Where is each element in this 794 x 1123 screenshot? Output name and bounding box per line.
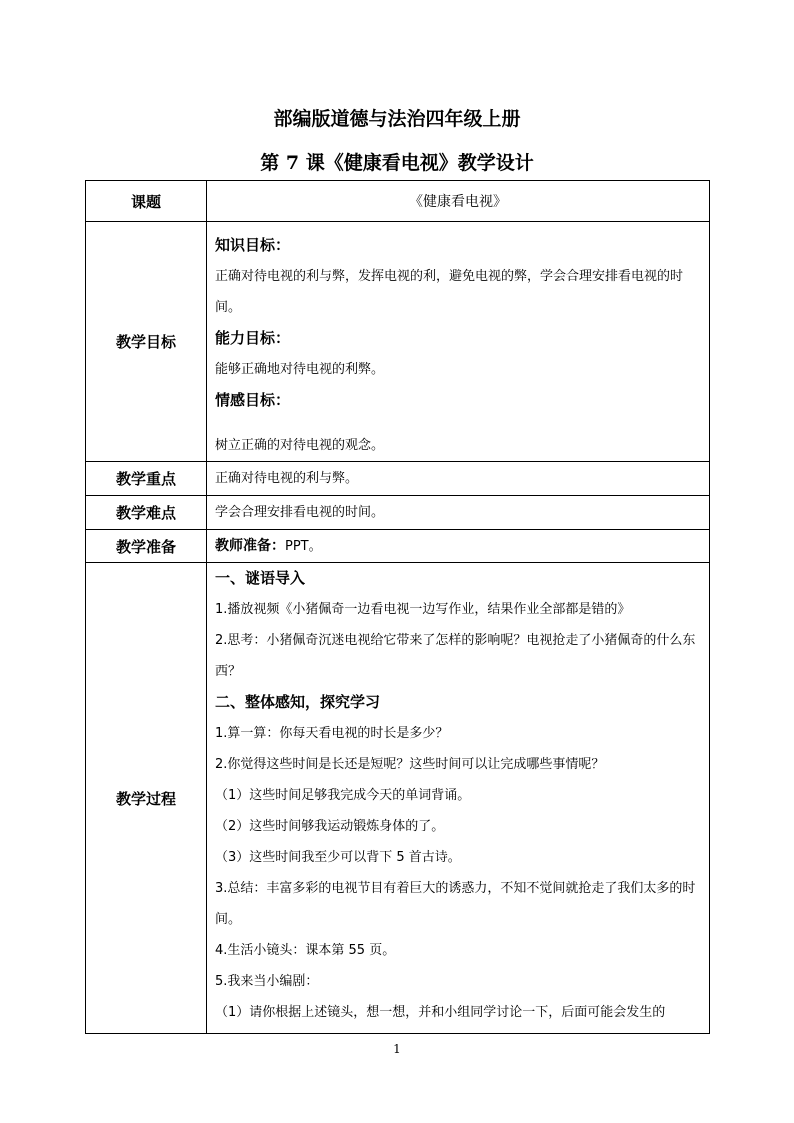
- difficulty-value: 学会合理安排看电视的时间。: [207, 496, 710, 530]
- preparation-content: [207, 530, 710, 563]
- row-preparation: [86, 530, 710, 563]
- label-process: 教学过程: [86, 563, 207, 1034]
- knowledge-text: 正确对待电视的利与弊，发挥电视的利，避免电视的弊，学会合理安排看电视的时间。: [215, 269, 684, 315]
- emotion-heading: 情感目标：: [215, 391, 291, 409]
- step-2-2a: （1）这些时间足够我完成今天的单词背诵。: [215, 788, 471, 803]
- step-2-2b: （2）这些时间够我运动锻炼身体的了。: [215, 819, 445, 834]
- label-key-point: 教学重点: [86, 462, 207, 496]
- goals-content: [207, 222, 710, 462]
- step-2-1: 1.算一算：你每天看电视的时长是多少？: [215, 726, 449, 741]
- row-key-point: [86, 462, 710, 496]
- ability-text: 能够正确地对待电视的利弊。: [215, 362, 385, 377]
- key-point-value: 正确对待电视的利与弊。: [207, 462, 710, 496]
- label-topic: 课题: [86, 181, 207, 222]
- step-1-2: 2.思考：小猪佩奇沉迷电视给它带来了怎样的影响呢？电视抢走了小猪佩奇的什么东西？: [215, 633, 696, 679]
- row-difficulty: [86, 496, 710, 530]
- topic-value: 《健康看电视》: [207, 181, 710, 222]
- step-2-5: 5.我来当小编剧：: [215, 974, 319, 989]
- step-2-3: 3.总结：丰富多彩的电视节目有着巨大的诱惑力，不知不觉间就抢走了我们太多的时间。: [215, 881, 696, 927]
- label-difficulty: 教学难点: [86, 496, 207, 530]
- step-2-5a: （1）请你根据上述镜头，想一想，并和小组同学讨论一下，后面可能会发生的: [215, 1005, 666, 1020]
- lesson-plan-table: [85, 180, 710, 1034]
- section2-heading: 二、整体感知，探究学习: [215, 693, 381, 711]
- step-1-1: 1.播放视频《小猪佩奇一边看电视一边写作业，结果作业全部都是错的》: [215, 602, 631, 617]
- row-process: [86, 563, 710, 1034]
- label-preparation: 教学准备: [86, 530, 207, 563]
- ability-heading: 能力目标：: [215, 329, 291, 347]
- preparation-bold: 教师准备：: [215, 537, 285, 554]
- row-goals: [86, 222, 710, 462]
- step-2-2c: （3）这些时间我至少可以背下 5 首古诗。: [215, 850, 461, 865]
- preparation-value: PPT。: [285, 538, 322, 554]
- document-title: 部编版道德与法治四年级上册: [273, 108, 521, 130]
- document-subtitle: 第 7 课《健康看电视》教学设计: [260, 152, 534, 174]
- row-topic: [86, 181, 710, 222]
- label-goals: 教学目标: [86, 222, 207, 462]
- step-2-4: 4.生活小镜头：课本第 55 页。: [215, 943, 396, 958]
- process-content: [207, 563, 710, 1034]
- emotion-text: 树立正确的对待电视的观念。: [215, 438, 385, 453]
- knowledge-heading: 知识目标：: [215, 236, 291, 254]
- page-number: 1: [393, 1042, 401, 1056]
- step-2-2: 2.你觉得这些时间是长还是短呢？这些时间可以让完成哪些事情呢？: [215, 757, 605, 772]
- section1-heading: 一、谜语导入: [215, 569, 306, 587]
